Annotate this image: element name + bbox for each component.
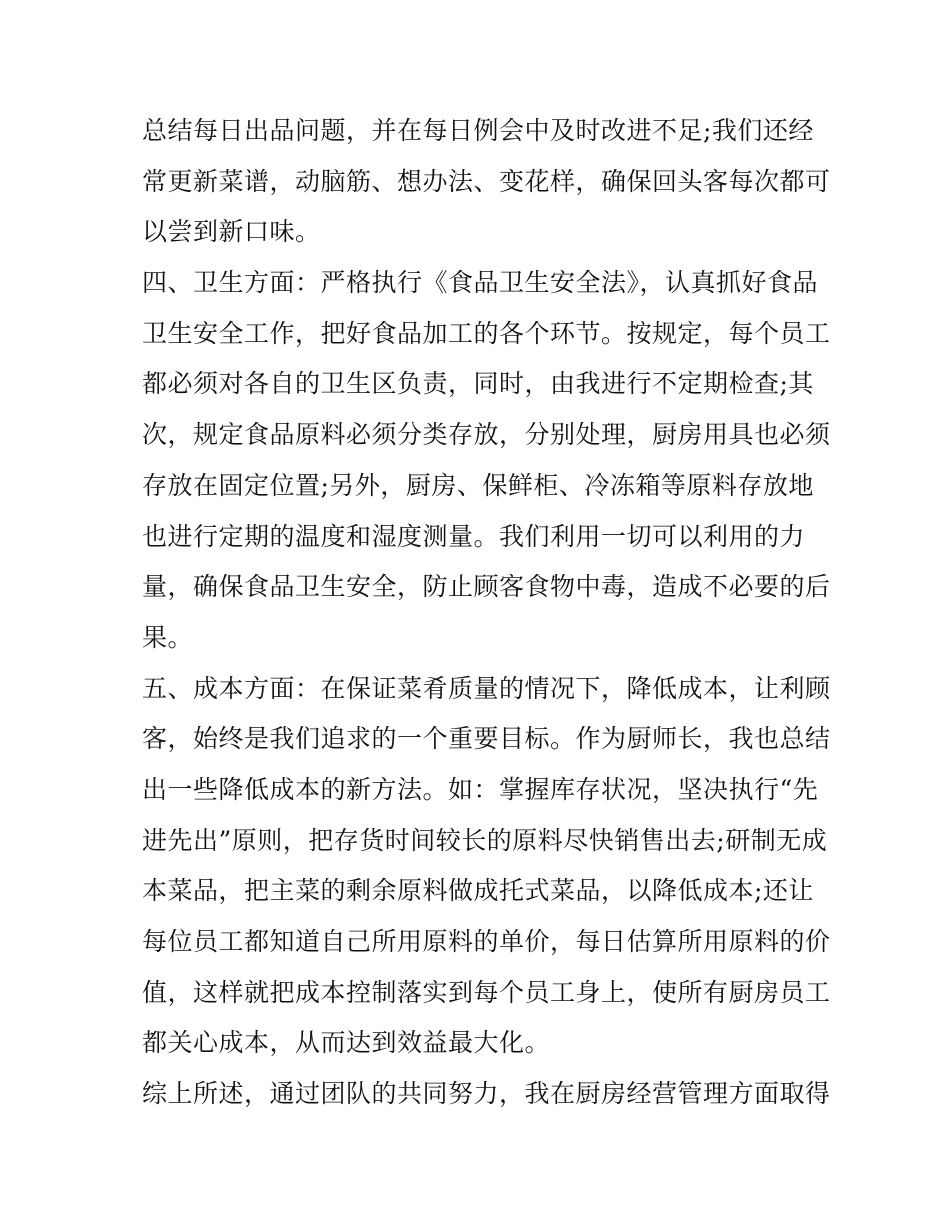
text-line: 也进行定期的温度和湿度测量。我们利用一切可以利用的力 <box>142 521 806 551</box>
text-line: 都必须对各自的卫生区负责，同时，由我进行不定期检查;其 <box>142 369 814 399</box>
text-line: 存放在固定位置;另外，厨房、保鲜柜、冷冻箱等原料存放地 <box>142 470 814 500</box>
text-line: 值，这样就把成本控制落实到每个员工身上，使所有厨房员工 <box>142 977 831 1007</box>
text-line: 四、卫生方面：严格执行《食品卫生安全法》，认真抓好食品 <box>142 268 819 298</box>
text-line: 以尝到新口味。 <box>142 217 321 247</box>
text-line: 五、成本方面：在保证菜肴质量的情况下，降低成本，让利顾 <box>142 673 831 703</box>
text-line: 常更新菜谱，动脑筋、想办法、变花样，确保回头客每次都可 <box>142 166 831 196</box>
text-line: 本菜品，把主菜的剩余原料做成托式菜品，以降低成本;还让 <box>142 876 814 906</box>
text-line: 果。 <box>142 622 194 652</box>
text-line: 次，规定食品原料必须分类存放，分别处理，厨房用具也必须 <box>142 420 831 450</box>
text-line: 进先出”原则，把存货时间较长的原料尽快销售出去;研制无成 <box>142 825 828 855</box>
text-line: 综上所述，通过团队的共同努力，我在厨房经营管理方面取得 <box>142 1079 831 1109</box>
text-line: 卫生安全工作，把好食品加工的各个环节。按规定，每个员工 <box>142 318 831 348</box>
text-line: 总结每日出品问题，并在每日例会中及时改进不足;我们还经 <box>142 116 814 145</box>
text-line: 出一些降低成本的新方法。如：掌握库存状况，坚决执行“先 <box>142 774 819 804</box>
text-line: 每位员工都知道自己所用原料的单价，每日估算所用原料的价 <box>142 927 831 956</box>
text-line: 客，始终是我们追求的一个重要目标。作为厨师长，我也总结 <box>142 724 831 754</box>
text-line: 都关心成本，从而达到效益最大化。 <box>142 1028 551 1058</box>
document-body <box>142 106 831 1120</box>
text-line: 量，确保食品卫生安全，防止顾客食物中毒，造成不必要的后 <box>142 572 831 602</box>
